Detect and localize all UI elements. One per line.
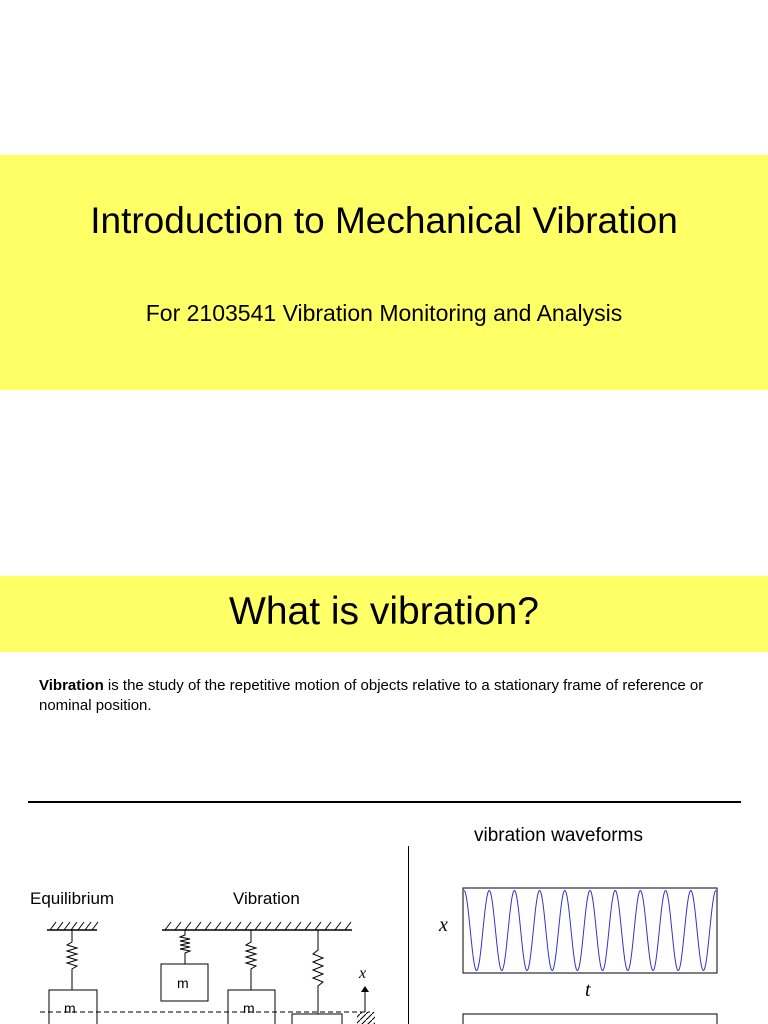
waveform-x-label: t xyxy=(585,979,591,1001)
equilibrium-mass-label: m xyxy=(64,1000,76,1016)
compressed-mass-label: m xyxy=(177,975,189,991)
vibration-support xyxy=(162,922,352,930)
displacement-arrow xyxy=(361,986,369,1012)
definition-body: is the study of the repetitive motion of objects relative to a stationary frame of reference or nominal position. xyxy=(39,677,704,714)
equilibrium-spring xyxy=(67,930,77,990)
equilibrium-support xyxy=(47,922,98,930)
spring-mass-diagram xyxy=(0,900,408,1024)
neutral-mass-label: m xyxy=(243,1000,255,1016)
waveform-caption: vibration waveforms xyxy=(474,825,643,846)
second-waveform-frame xyxy=(463,1014,717,1024)
waveform-plot xyxy=(420,880,768,1024)
neutral-spring xyxy=(246,930,256,990)
compressed-spring xyxy=(180,930,190,964)
sine-waveform xyxy=(464,891,716,971)
slide-title: Introduction to Mechanical Vibration xyxy=(90,200,678,241)
displacement-label: x xyxy=(359,965,367,982)
title-band xyxy=(0,155,768,390)
vibration-label: Vibration xyxy=(233,889,300,908)
definition-text xyxy=(39,676,739,716)
equilibrium-label: Equilibrium xyxy=(30,889,115,908)
slide-heading: What is vibration? xyxy=(229,590,539,633)
horizontal-rule xyxy=(28,801,741,803)
waveform-y-label: x xyxy=(439,914,448,936)
ground-hatch xyxy=(357,1012,375,1024)
figure-divider xyxy=(408,846,409,1024)
extended-mass xyxy=(292,1014,342,1024)
waveform-frame xyxy=(463,888,717,973)
extended-spring xyxy=(313,930,323,1014)
definition-term: Vibration xyxy=(39,677,104,694)
slide-subtitle: For 2103541 Vibration Monitoring and Analysis xyxy=(145,300,623,326)
